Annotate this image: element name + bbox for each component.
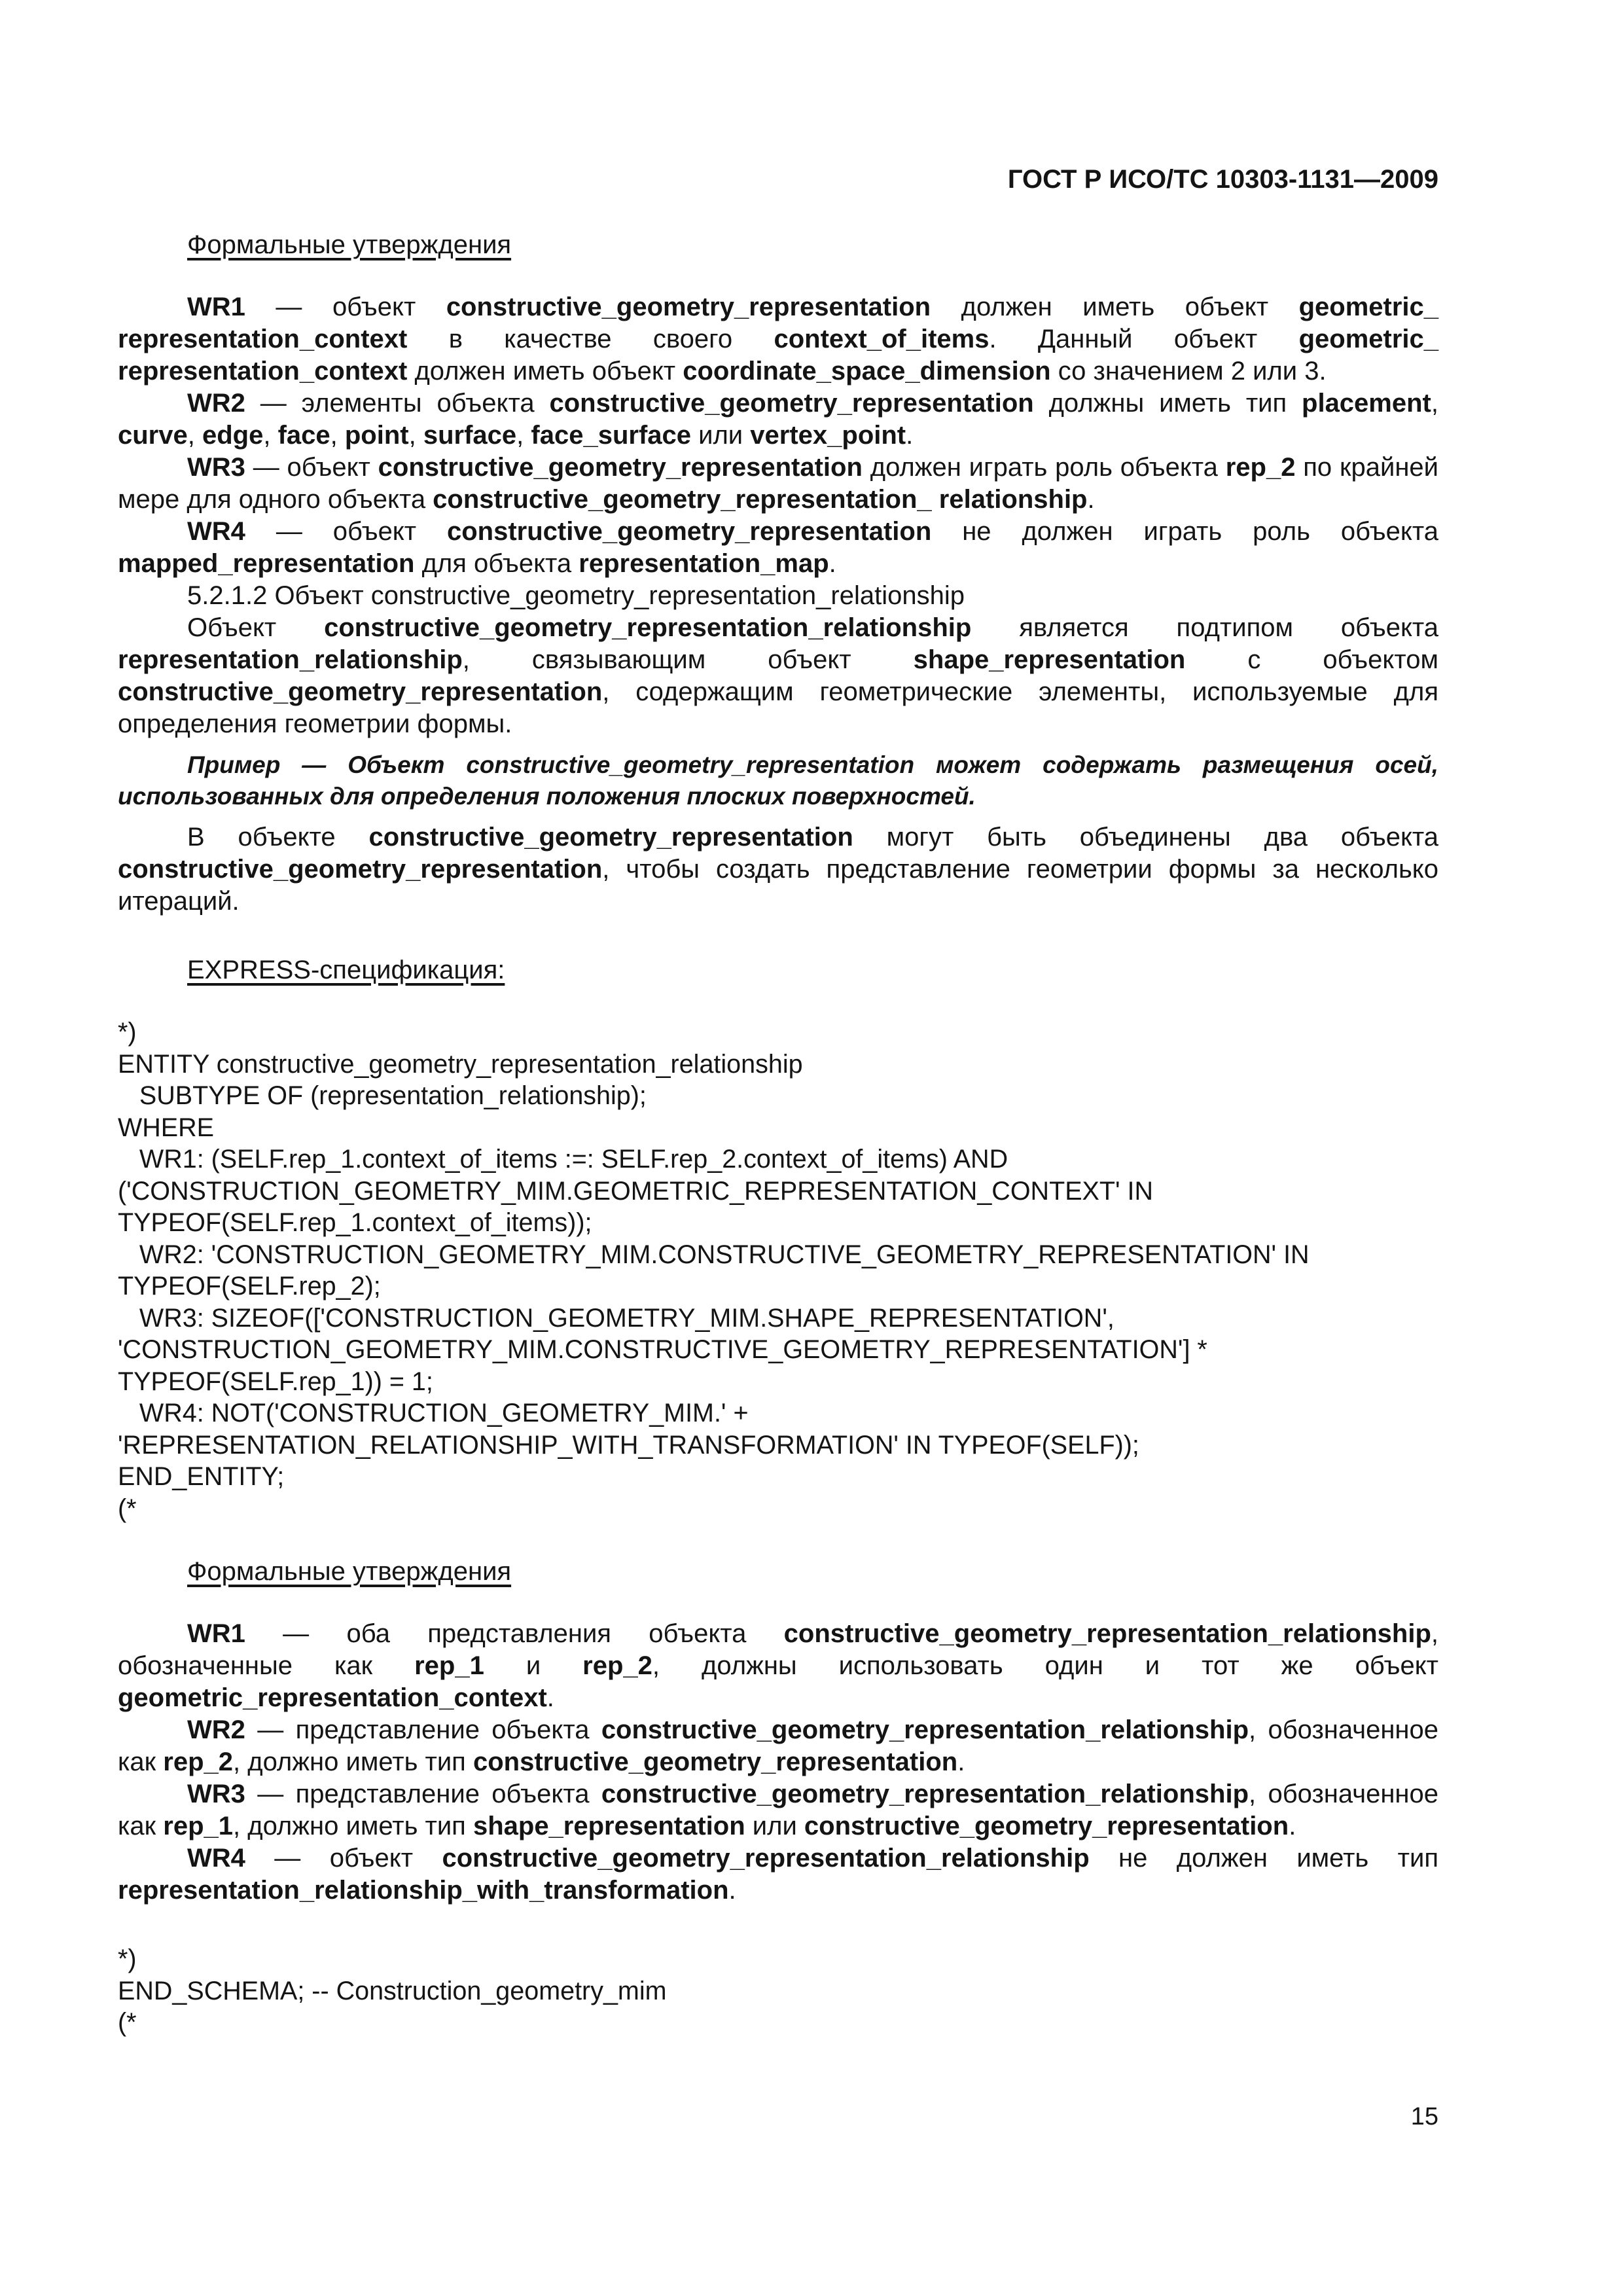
- code-line: END_SCHEMA; -- Construction_geometry_mim: [118, 1976, 667, 2005]
- text-run: , должно иметь тип: [233, 1812, 473, 1840]
- bold-term: vertex_point: [750, 421, 906, 450]
- bold-term: constructive_geometry_representation_relationship: [601, 1715, 1249, 1744]
- bold-term: constructive_geometry_representation: [368, 823, 853, 852]
- bold-term: geometric_ representation_context: [118, 325, 1439, 386]
- express-spec-heading: EXPRESS-спецификация:: [187, 956, 505, 984]
- text-run: могут быть объединены два объекта: [853, 823, 1439, 852]
- code-line: (*: [118, 2008, 137, 2037]
- code-line: 'CONSTRUCTION_GEOMETRY_MIM.CONSTRUCTIVE_GEOMETRY_REPRESENTATION'] *: [118, 1335, 1207, 1364]
- text-run: .: [1289, 1812, 1296, 1840]
- bold-term: constructive_geometry_representation_ relationship: [433, 485, 1088, 514]
- text-run: — элементы объекта: [245, 389, 550, 418]
- bold-term: shape_representation: [913, 645, 1186, 674]
- text-run: , обозначенные как: [118, 1619, 1438, 1680]
- rules-list-2: [118, 1618, 1438, 1907]
- text-run: должен иметь объект: [407, 357, 683, 386]
- bold-term: WR1: [187, 293, 245, 321]
- bold-term: point: [344, 421, 409, 450]
- page-content: [118, 229, 1438, 2039]
- bold-term: constructive_geometry_representation: [549, 389, 1034, 418]
- rule2-wr2: [118, 1714, 1438, 1778]
- bold-term: constructive_geometry_representation: [118, 677, 603, 706]
- bold-term: rep_2: [1225, 453, 1296, 482]
- document-header: ГОСТ Р ИСО/ТС 10303-1131—2009: [1007, 165, 1438, 194]
- bold-term: surface: [423, 421, 517, 450]
- text-run: — оба представления объекта: [245, 1619, 784, 1648]
- code-line: ENTITY constructive_geometry_representation_relationship: [118, 1049, 803, 1079]
- bold-term: constructive_geometry_representation: [118, 855, 603, 884]
- bold-term: rep_1: [163, 1812, 233, 1840]
- subsection-description: [118, 612, 1438, 740]
- section-heading-formal-statements-2: Формальные утверждения: [187, 1557, 512, 1586]
- text-run: .: [957, 1748, 965, 1776]
- code-line: WHERE: [118, 1113, 215, 1142]
- text-run: , должно иметь тип: [233, 1748, 473, 1776]
- section-heading-formal-statements: Формальные утверждения: [187, 230, 512, 259]
- bold-term: WR3: [187, 453, 245, 482]
- code-line: *): [118, 1018, 137, 1047]
- bold-term: constructive_geometry_representation_relationship: [601, 1780, 1249, 1808]
- code-line: WR2: 'CONSTRUCTION_GEOMETRY_MIM.CONSTRUCTIVE_GEOMETRY_REPRESENTATION' IN: [118, 1240, 1310, 1269]
- text-run: .: [1087, 485, 1095, 514]
- text-run: не должен иметь тип: [1089, 1844, 1438, 1873]
- rules-list: [118, 291, 1438, 580]
- bold-term: representation_relationship: [118, 645, 463, 674]
- text-run: с объектом: [1185, 645, 1438, 674]
- code-line: WR3: SIZEOF(['CONSTRUCTION_GEOMETRY_MIM.SHAPE_REPRESENTATION',: [118, 1303, 1115, 1333]
- bold-term: edge: [202, 421, 264, 450]
- text-run: и: [484, 1651, 583, 1680]
- text-run: — объект: [245, 453, 378, 482]
- text-run: ,: [187, 421, 202, 450]
- rule2-wr1: [118, 1618, 1438, 1714]
- code-line: TYPEOF(SELF.rep_2);: [118, 1272, 381, 1300]
- bold-term: curve: [118, 421, 188, 450]
- bold-term: face_surface: [531, 421, 691, 450]
- code-line: TYPEOF(SELF.rep_1)) = 1;: [118, 1367, 433, 1396]
- text-run: , содержащим геометрические элементы, используемые для определения геометрии формы.: [118, 677, 1438, 738]
- express-code-block: [118, 1016, 1438, 1524]
- text-run: является подтипом объекта: [971, 613, 1439, 642]
- combination-paragraph: [118, 821, 1438, 918]
- bold-term: rep_2: [582, 1651, 652, 1680]
- bold-term: constructive_geometry_representation_relationship: [442, 1844, 1090, 1873]
- code-line: SUBTYPE OF (representation_relationship);: [118, 1081, 647, 1110]
- bold-term: constructive_geometry_representation: [446, 293, 931, 321]
- text-run: , обозначенное как: [118, 1780, 1438, 1840]
- bold-term: context_of_items: [774, 325, 990, 353]
- text-run: должны иметь тип: [1033, 389, 1302, 418]
- subsection-title: 5.2.1.2 Объект constructive_geometry_representation_relationship: [187, 581, 965, 610]
- text-run: , связывающим объект: [462, 645, 914, 674]
- bold-term: constructive_geometry_representation: [378, 453, 863, 482]
- text-run: со значением 2 или 3.: [1050, 357, 1327, 386]
- rule-wr3: [118, 452, 1438, 516]
- end-schema-code-block: [118, 1943, 1438, 2039]
- bold-term: WR2: [187, 389, 245, 418]
- rule2-wr3: [118, 1778, 1438, 1842]
- bold-term: WR4: [187, 517, 245, 546]
- text-run: для объекта: [414, 549, 579, 578]
- text-run: .: [829, 549, 836, 578]
- text-run: .: [728, 1876, 736, 1905]
- rule-wr2: [118, 387, 1438, 452]
- bold-term: face: [277, 421, 330, 450]
- example-note: Пример — Объект constructive_geometry_representation может содержать размещения осей, использованных для определения положения плоских поверхностей.: [118, 751, 1438, 810]
- text-run: . Данный объект: [989, 325, 1299, 353]
- code-line: 'REPRESENTATION_RELATIONSHIP_WITH_TRANSFORMATION' IN TYPEOF(SELF));: [118, 1430, 1139, 1460]
- bold-term: WR1: [187, 1619, 245, 1648]
- text-run: — объект: [245, 517, 447, 546]
- text-run: в качестве своего: [407, 325, 774, 353]
- bold-term: coordinate_space_dimension: [683, 357, 1051, 386]
- bold-term: WR2: [187, 1715, 245, 1744]
- bold-term: representation_map: [579, 549, 829, 578]
- rule2-wr4: [118, 1842, 1438, 1907]
- code-line: (*: [118, 1494, 137, 1523]
- rule-wr4: [118, 516, 1438, 580]
- text-run: ,: [1431, 389, 1438, 418]
- text-run: ,: [263, 421, 278, 450]
- text-run: В объекте: [187, 823, 369, 852]
- bold-term: mapped_representation: [118, 549, 415, 578]
- bold-term: rep_1: [414, 1651, 484, 1680]
- bold-term: shape_representation: [473, 1812, 745, 1840]
- bold-term: geometric_ representation_context: [118, 293, 1439, 353]
- code-line: END_ENTITY;: [118, 1462, 285, 1491]
- text-run: — представление объекта: [245, 1780, 601, 1808]
- bold-term: constructive_geometry_representation_relationship: [324, 613, 972, 642]
- code-line: ('CONSTRUCTION_GEOMETRY_MIM.GEOMETRIC_REPRESENTATION_CONTEXT' IN: [118, 1176, 1154, 1206]
- text-run: , обозначенное как: [118, 1715, 1438, 1776]
- bold-term: WR3: [187, 1780, 245, 1808]
- bold-term: constructive_geometry_representation: [804, 1812, 1289, 1840]
- bold-term: placement: [1302, 389, 1431, 418]
- text-run: должен играть роль объекта: [862, 453, 1226, 482]
- text-run: , чтобы создать представление геометрии формы за несколько итераций.: [118, 855, 1438, 916]
- text-run: — представление объекта: [245, 1715, 601, 1744]
- text-run: по крайней мере для одного объекта: [118, 453, 1438, 514]
- bold-term: constructive_geometry_representation_relationship: [783, 1619, 1431, 1648]
- text-run: .: [546, 1683, 554, 1712]
- page-number: 15: [1410, 2103, 1438, 2130]
- bold-term: constructive_geometry_representation: [447, 517, 932, 546]
- text-run: , должны использовать один и тот же объект: [652, 1651, 1438, 1680]
- text-run: — объект: [245, 1844, 442, 1873]
- bold-term: representation_relationship_with_transformation: [118, 1876, 729, 1905]
- text-run: Объект: [187, 613, 325, 642]
- text-run: .: [906, 421, 914, 450]
- text-run: не должен играть роль объекта: [931, 517, 1438, 546]
- text-run: ,: [516, 421, 531, 450]
- bold-term: rep_2: [163, 1748, 233, 1776]
- bold-term: WR4: [187, 1844, 245, 1873]
- text-run: или: [691, 421, 751, 450]
- code-line: *): [118, 1945, 137, 1973]
- text-run: — объект: [245, 293, 446, 321]
- code-line: WR1: (SELF.rep_1.context_of_items :=: SELF.rep_2.context_of_items) AND: [118, 1145, 1008, 1174]
- text-run: ,: [330, 421, 345, 450]
- code-line: WR4: NOT('CONSTRUCTION_GEOMETRY_MIM.' +: [118, 1399, 749, 1427]
- text-run: ,: [408, 421, 423, 450]
- text-run: должен иметь объект: [931, 293, 1299, 321]
- bold-term: constructive_geometry_representation: [473, 1748, 958, 1776]
- bold-term: geometric_representation_context: [118, 1683, 547, 1712]
- text-run: или: [745, 1812, 804, 1840]
- rule-wr1: [118, 291, 1438, 387]
- code-line: TYPEOF(SELF.rep_1.context_of_items));: [118, 1208, 592, 1237]
